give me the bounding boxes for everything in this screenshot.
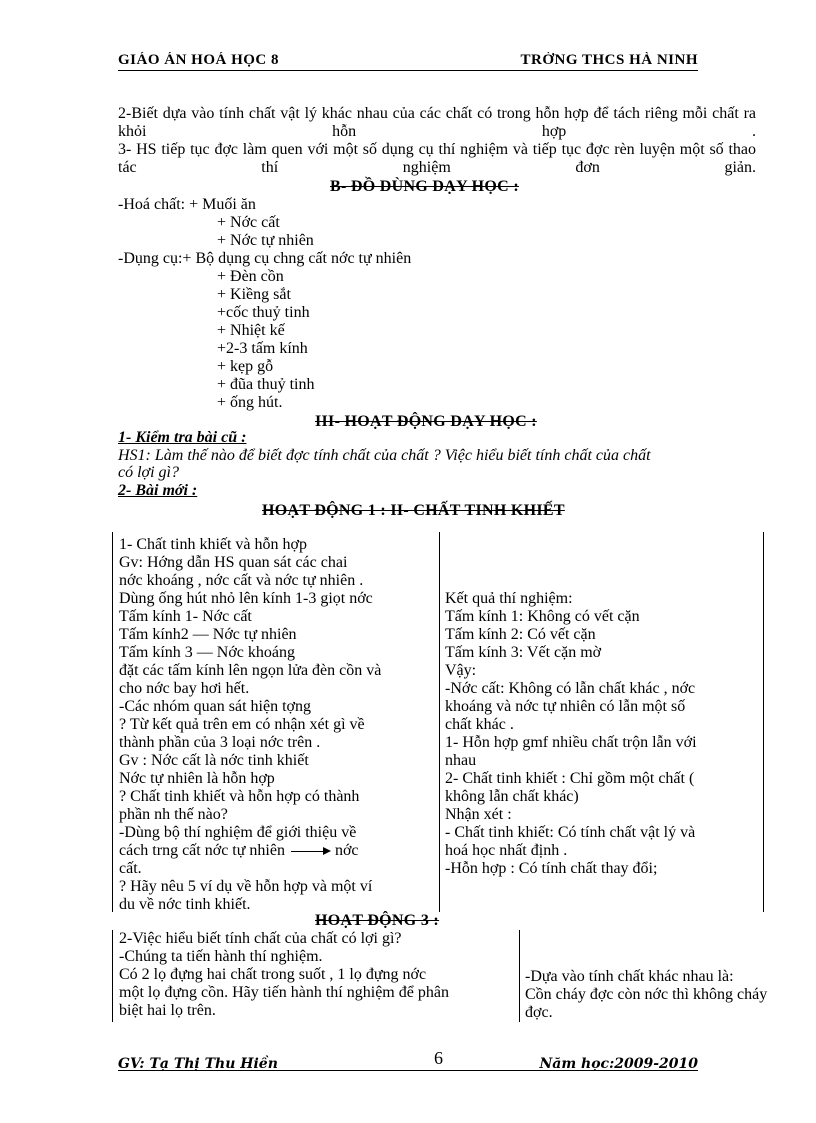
tool-item: +2-3 tấm kính <box>217 340 308 357</box>
footer-author: GV: Tạ Thị Thu Hiền <box>118 1056 278 1072</box>
tool-item: + Đèn cồn <box>217 268 284 285</box>
chem-label: -Hoá chất: + Muối ăn <box>118 196 256 213</box>
hs1-question-cont: có lợi gì? <box>118 464 179 481</box>
activity1-title: HOẠT ĐỘNG 1 : II- CHẤT TINH KHIẾT <box>262 502 565 519</box>
tool-item: +cốc thuỷ tinh <box>217 304 310 321</box>
header-left: GIÁO ÁN HOÁ HỌC 8 <box>118 52 280 68</box>
activity3-teacher-column: 2-Việc hiểu biết tính chất của chất có lợi gì? -Chúng ta tiến hành thí nghiệm. Có 2 lọ đựng hai chất trong suốt , 1 lọ đựng nớc một lọ đựng cồn. Hãy tiến hành thí nghiệm để phân biệt hai lọ trên. <box>119 930 449 1019</box>
tool-item: + ống hút. <box>217 394 283 411</box>
section-b-title: B- ĐỒ DÙNG DẠY HỌC : <box>330 178 519 195</box>
activity3-table <box>112 930 816 1022</box>
chem-item: + Nớc cất <box>217 214 280 231</box>
tool-item: + Nhiệt kế <box>217 322 285 339</box>
bai-moi-heading: 2- Bài mới : <box>118 482 198 499</box>
page-header <box>118 52 698 71</box>
intro-paragraph-3: 3- HS tiếp tục đợc làm quen với một số dụng cụ thí nghiệm và tiếp tục đợc rèn luyện một số thao tác thí nghiệm đơn giản. <box>118 141 756 176</box>
activity3-result-column: -Dựa vào tính chất khác nhau là: Cồn cháy đợc còn nớc thì không cháy đợc. <box>525 968 768 1021</box>
tool-label: -Dụng cụ:+ Bộ dụng cụ chng cất nớc tự nhiên <box>118 250 412 267</box>
tool-item: + kẹp gỗ <box>217 358 274 375</box>
activity1-teacher-column: 1- Chất tinh khiết và hỗn hợp Gv: Hớng dẫn HS quan sát các chai nớc khoáng , nớc cất và nớc tự nhiên . Dùng ống hút nhỏ lên kính 1-3 giọt nớc Tấm kính 1- Nớc cất Tấm kính2 — Nớc tự nhiên Tấm kính 3 — Nớc khoáng đặt các tấm kính lên ngọn lửa đèn cồn và cho nớc bay hơi hết. -Các nhóm quan sát hiện tợng ? Từ kết quả trên em có nhận xét gì về thành phần của 3 loại nớc trên . Gv : Nớc cất là nớc tinh khiết Nớc tự nhiên là hỗn hợp ? Chất tinh khiết và hỗn hợp có thành phần nh thế nào? -Dùng bộ thí nghiệm để giới thiệu về cách trng cất nớc tự nhiên nớc cất. ? Hãy nêu 5 ví dụ về hỗn hợp và một ví du về nớc tinh khiết. <box>119 536 382 913</box>
chem-item: + Nớc tự nhiên <box>217 232 314 249</box>
arrow-icon <box>291 851 329 852</box>
hs1-question: HS1: Làm thế nào để biết đợc tính chất của chất ? Việc hiểu biết tính chất của chất <box>118 447 651 464</box>
page-footer <box>118 1048 698 1072</box>
page-number: 6 <box>434 1048 443 1068</box>
activity1-result-column: Kết quả thí nghiệm: Tấm kính 1: Không có vết cặn Tấm kính 2: Có vết cặn Tấm kính 3: Vết cặn mờ Vậy: -Nớc cất: Không có lẫn chất khác , nớc khoáng và nớc tự nhiên có lẫn một số chất khác . 1- Hỗn hợp gmf nhiều chất trộn lẫn với nhau 2- Chất tinh khiết : Chỉ gồm một chất ( không lẫn chất khác) Nhận xét : - Chất tinh khiết: Có tính chất vật lý và hoá học nhất định . -Hỗn hợp : Có tính chất thay đổi; <box>445 590 697 877</box>
header-right: TRỜNG THCS HÀ NINH <box>520 52 698 68</box>
tool-item: + đũa thuỷ tinh <box>217 376 315 393</box>
section-iii-title: III- HOẠT ĐỘNG DẠY HỌC : <box>315 413 537 430</box>
activity3-title: HOẠT ĐỘNG 3 : <box>315 912 440 929</box>
intro-paragraph-2: 2-Biết dựa vào tính chất vật lý khác nhau của các chất có trong hỗn hợp để tách riêng mỗi chất ra khỏi hỗn hợp . <box>118 105 756 140</box>
kiem-tra-heading: 1- Kiểm tra bài cũ : <box>118 429 247 446</box>
activity1-table <box>112 532 765 912</box>
footer-school-year: Năm học:2009-2010 <box>539 1056 698 1072</box>
tool-item: + Kiềng sắt <box>217 286 291 303</box>
